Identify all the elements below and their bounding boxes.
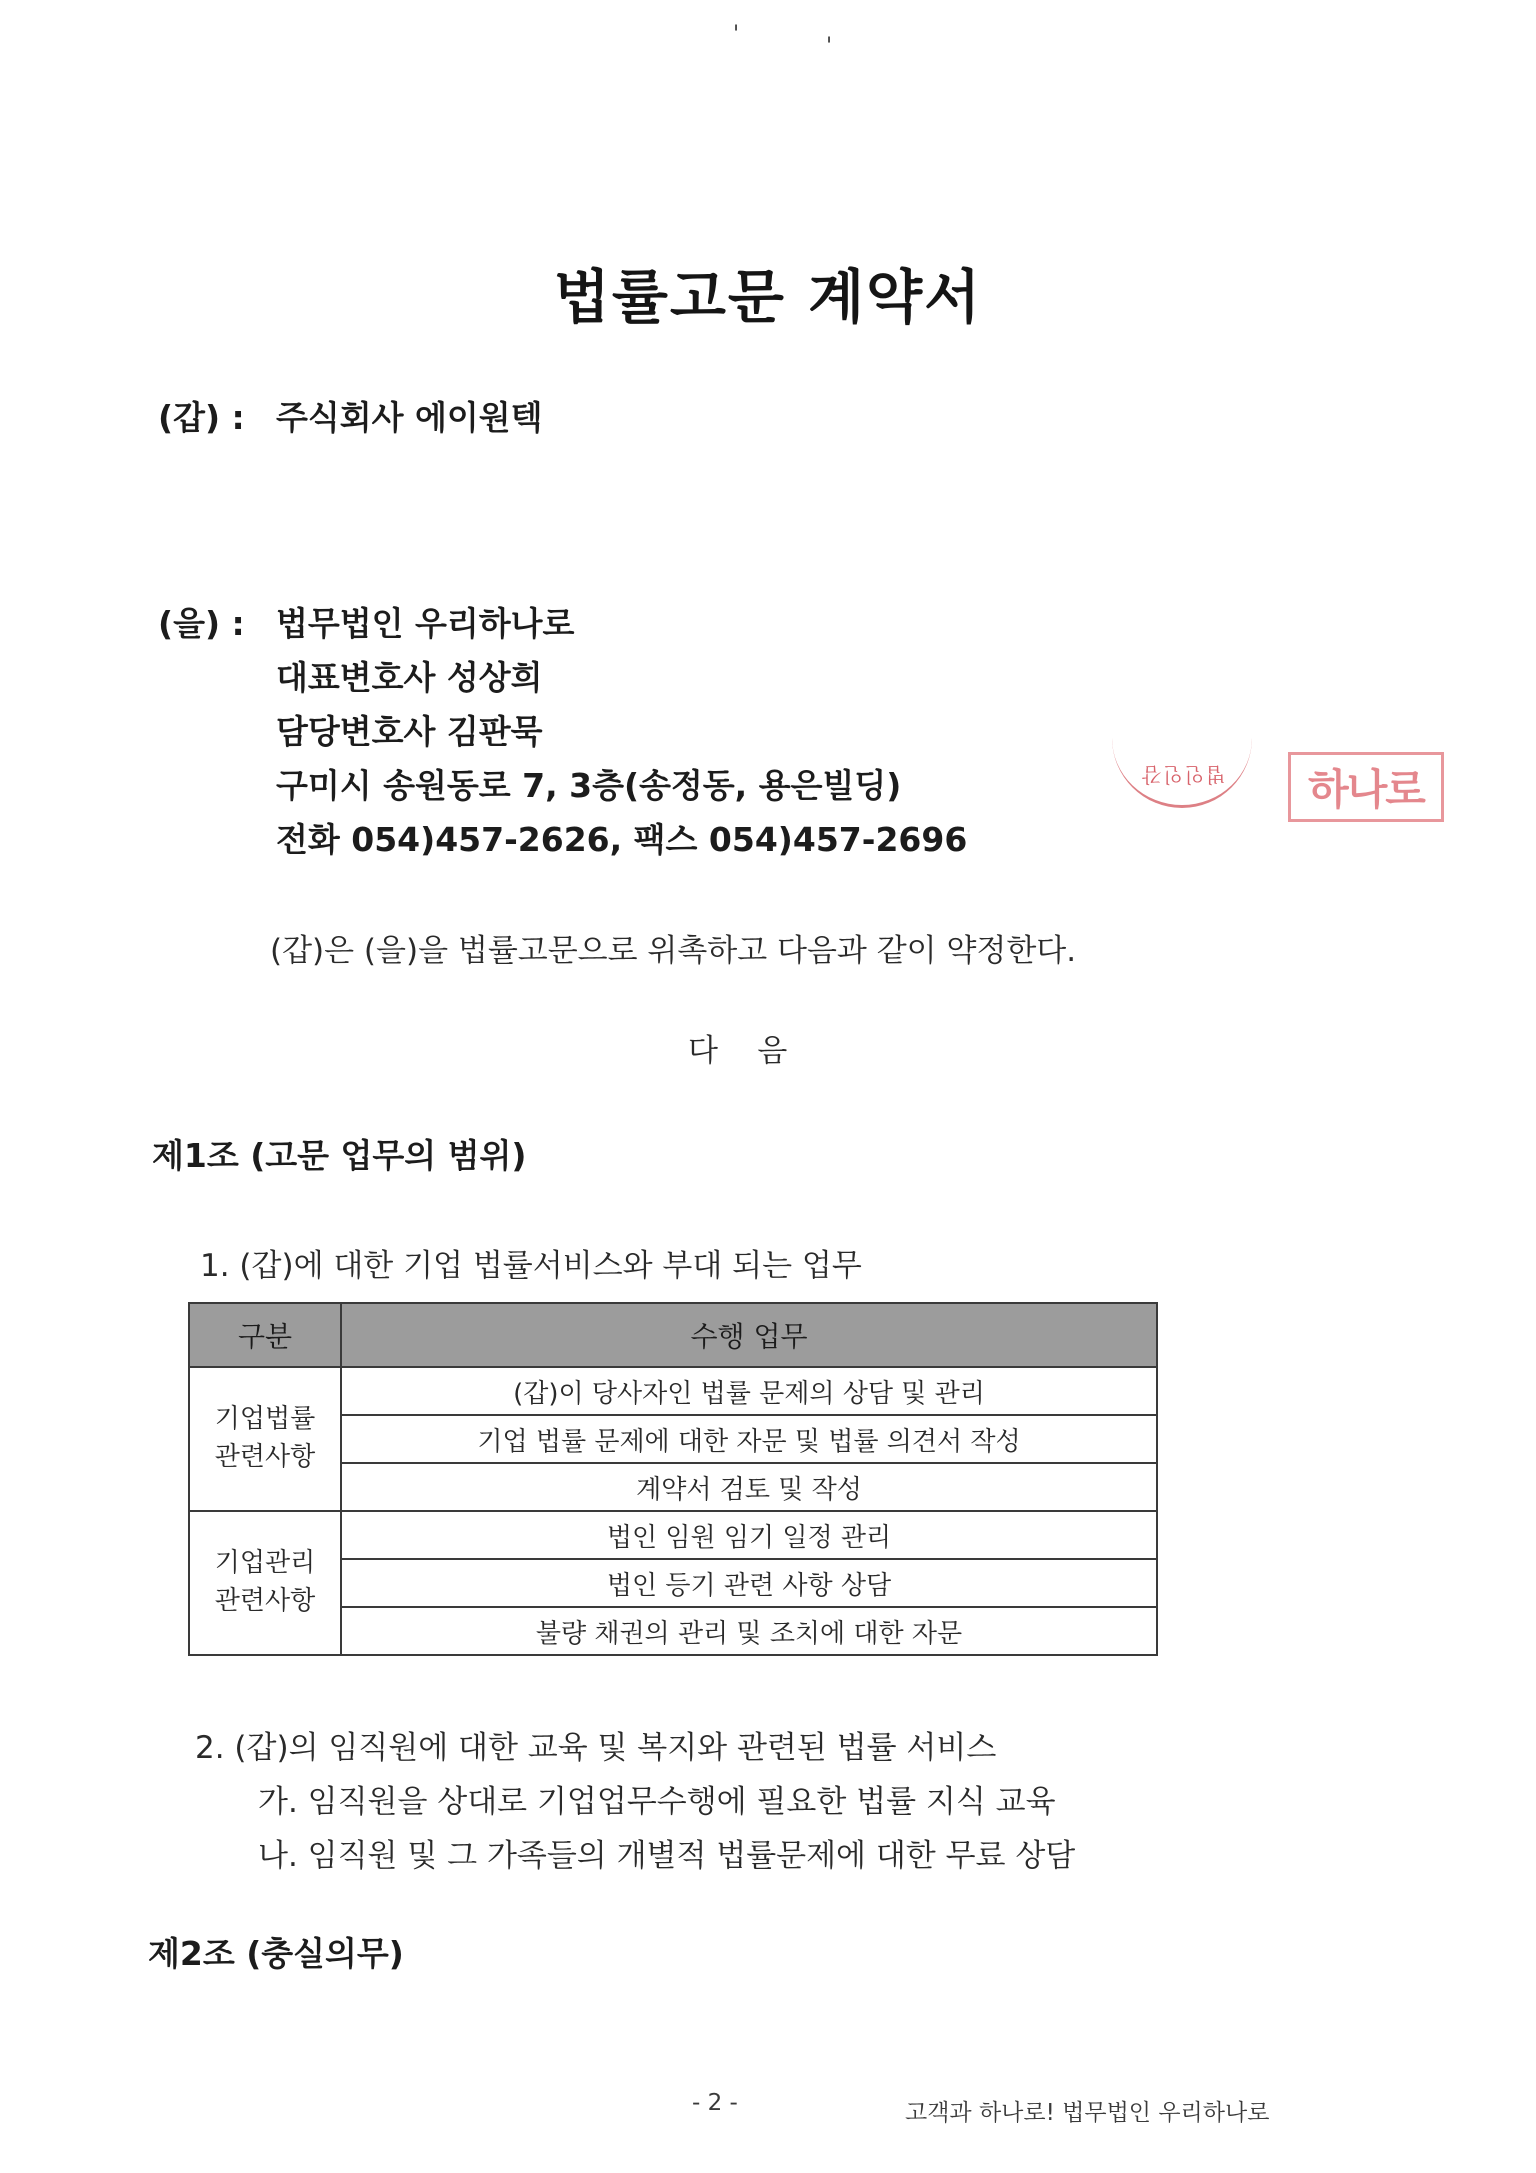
table-header: 구분 xyxy=(189,1303,341,1367)
table-header: 수행 업무 xyxy=(341,1303,1157,1367)
article1-item1: 1. (갑)에 대한 기업 법률서비스와 부대 되는 업무 xyxy=(200,1248,862,1284)
category-line: 기업관리 xyxy=(214,1548,316,1579)
table-task: 계약서 검토 및 작성 xyxy=(341,1463,1157,1511)
page-mark: ' xyxy=(826,34,833,59)
table-category xyxy=(189,1367,341,1511)
party-a-label: (갑) : xyxy=(158,398,245,437)
page-mark: ' xyxy=(733,22,740,47)
party-a-name: 주식회사 에이원텍 xyxy=(276,398,543,437)
party-b-firm: 법무법인 우리하나로 xyxy=(276,604,575,643)
party-b-contact: 전화 054)457-2626, 팩스 054)457-2696 xyxy=(276,820,968,859)
article1-item2-sub: 나. 임직원 및 그 가족들의 개별적 법률문제에 대한 무료 상담 xyxy=(258,1838,1076,1874)
page-number: - 2 - xyxy=(692,2090,738,2116)
article1-heading: 제1조 (고문 업무의 범위) xyxy=(152,1136,527,1175)
article1-item2-sub: 가. 임직원을 상대로 기업업무수행에 필요한 법률 지식 교육 xyxy=(258,1784,1056,1820)
table-task: 기업 법률 문제에 대한 자문 및 법률 의견서 작성 xyxy=(341,1415,1157,1463)
table-task: 법인 임원 임기 일정 관리 xyxy=(341,1511,1157,1559)
table-header-row xyxy=(189,1303,1157,1367)
party-b-address: 구미시 송원동로 7, 3층(송정동, 용은빌딩) xyxy=(276,766,902,805)
category-line: 기업법률 xyxy=(214,1404,316,1435)
party-b-lawyer: 담당변호사 김판묵 xyxy=(276,712,543,751)
table-category xyxy=(189,1511,341,1655)
party-b-block xyxy=(158,598,1058,858)
party-b-representative: 대표변호사 성상희 xyxy=(276,658,543,697)
party-a-block xyxy=(158,392,1058,442)
table-task: 불량 채권의 관리 및 조치에 대한 자문 xyxy=(341,1607,1157,1655)
scope-table xyxy=(188,1302,1158,1656)
party-b-label: (을) : xyxy=(158,604,245,643)
round-seal-text: 법인인감 xyxy=(1140,763,1226,787)
next-heading: 다 음 xyxy=(688,1033,788,1069)
intro-text: (갑)은 (을)을 법률고문으로 위촉하고 다음과 같이 약정한다. xyxy=(270,933,1077,969)
table-row xyxy=(189,1511,1157,1559)
table-task: (갑)이 당사자인 법률 문제의 상담 및 관리 xyxy=(341,1367,1157,1415)
square-stamp: 하나로 xyxy=(1288,752,1444,822)
article1-item2: 2. (갑)의 임직원에 대한 교육 및 복지와 관련된 법률 서비스 xyxy=(195,1730,997,1766)
category-line: 관련사항 xyxy=(214,1442,316,1472)
category-line: 관련사항 xyxy=(214,1586,316,1616)
table-row xyxy=(189,1367,1157,1415)
article2-heading: 제2조 (충실의무) xyxy=(148,1934,404,1973)
table-task: 법인 등기 관련 사항 상담 xyxy=(341,1559,1157,1607)
footer-slogan: 고객과 하나로! 법무법인 우리하나로 xyxy=(905,2100,1270,2126)
document-title: 법률고문 계약서 xyxy=(553,263,983,331)
